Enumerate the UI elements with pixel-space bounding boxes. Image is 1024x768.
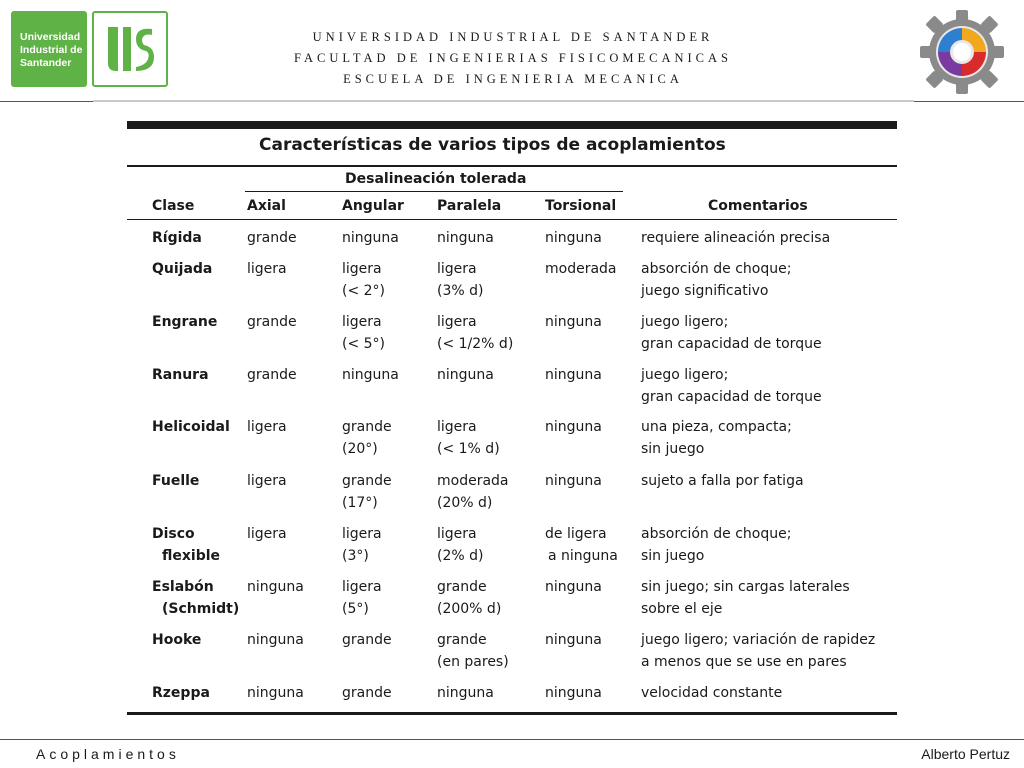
- row-comments-cell: [641, 682, 782, 704]
- uis-monogram-icon: [94, 13, 166, 85]
- header-comentarios: Comentarios: [708, 198, 808, 214]
- row-class-cell: [152, 523, 220, 567]
- cell-line: grande: [247, 230, 297, 246]
- cell-line: ligera: [342, 526, 382, 542]
- row-torsional-cell: [545, 629, 602, 651]
- cell-line: grande: [342, 632, 392, 648]
- cell-line: (20% d): [437, 495, 493, 511]
- row-comments-cell: [641, 311, 822, 355]
- cell-line: ligera: [437, 261, 477, 277]
- row-class-cell: [152, 227, 202, 249]
- cell-line: ninguna: [545, 579, 602, 595]
- cell-line: (2% d): [437, 548, 484, 564]
- uis-monogram-logo: [92, 11, 168, 87]
- row-class-cell: [152, 364, 209, 386]
- table-row: [127, 416, 897, 468]
- cell-line: Eslabón: [152, 579, 214, 595]
- cell-line: ninguna: [437, 367, 494, 383]
- row-angular-cell: [342, 576, 382, 620]
- cell-line: Quijada: [152, 261, 213, 277]
- cell-line: moderada: [437, 473, 509, 489]
- cell-line: grande: [247, 314, 297, 330]
- cell-line: absorción de choque;: [641, 526, 792, 542]
- cell-line: Ranura: [152, 367, 209, 383]
- cell-line: ligera: [437, 419, 477, 435]
- row-angular-cell: [342, 416, 392, 460]
- header-axial: Axial: [247, 198, 286, 214]
- row-paralela-cell: [437, 576, 501, 620]
- row-axial-cell: [247, 629, 304, 651]
- row-angular-cell: [342, 682, 392, 704]
- cell-line: sin juego: [641, 441, 705, 457]
- cell-line: sobre el eje: [641, 601, 723, 617]
- cell-line: (Schmidt): [162, 601, 240, 617]
- university-logo-text: [11, 11, 87, 87]
- header-rule-middle: [93, 100, 914, 102]
- table-row: [127, 364, 897, 416]
- cell-line: juego significativo: [641, 283, 769, 299]
- cell-line: (3°): [342, 548, 369, 564]
- cell-line: velocidad constante: [641, 685, 783, 701]
- row-torsional-cell: [545, 227, 602, 249]
- row-torsional-cell: [545, 523, 618, 567]
- row-class-cell: [152, 470, 199, 492]
- cell-line: ninguna: [545, 685, 602, 701]
- row-torsional-cell: [545, 576, 602, 598]
- row-axial-cell: [247, 416, 287, 438]
- footer-author: Alberto Pertuz: [921, 746, 1010, 762]
- row-axial-cell: [247, 311, 297, 333]
- cell-line: gran capacidad de torque: [641, 389, 822, 405]
- cell-line: Disco: [152, 526, 195, 542]
- row-class-cell: [152, 258, 212, 280]
- footer-topic: Acoplamientos: [36, 746, 180, 762]
- logo-line-1: Universidad: [20, 30, 81, 43]
- cell-line: ninguna: [545, 314, 602, 330]
- cell-line: ninguna: [247, 685, 304, 701]
- cell-line: juego ligero; variación de rapidez: [641, 632, 876, 648]
- row-axial-cell: [247, 682, 304, 704]
- row-comments-cell: [641, 364, 822, 408]
- cell-line: juego ligero;: [641, 314, 729, 330]
- row-paralela-cell: [437, 311, 513, 355]
- row-paralela-cell: [437, 629, 509, 673]
- row-comments-cell: [641, 523, 791, 567]
- cell-line: Fuelle: [152, 473, 200, 489]
- cell-line: ligera: [342, 579, 382, 595]
- cell-line: sin juego: [641, 548, 705, 564]
- cell-line: (200% d): [437, 601, 502, 617]
- cell-line: Rzeppa: [152, 685, 210, 701]
- row-class-cell: [152, 682, 210, 704]
- header-torsional: Torsional: [545, 198, 617, 214]
- cell-line: ligera: [437, 526, 477, 542]
- row-angular-cell: [342, 227, 399, 249]
- row-comments-cell: [641, 227, 830, 249]
- cell-line: juego ligero;: [641, 367, 729, 383]
- table-row: [127, 523, 897, 575]
- cell-line: absorción de choque;: [641, 261, 792, 277]
- cell-line: ligera: [437, 314, 477, 330]
- cell-line: (en pares): [437, 654, 509, 670]
- cell-line: ninguna: [545, 230, 602, 246]
- row-paralela-cell: [437, 416, 500, 460]
- row-class-cell: [152, 311, 217, 333]
- cell-line: Hooke: [152, 632, 202, 648]
- cell-line: grande: [247, 367, 297, 383]
- cell-line: sin juego; sin cargas laterales: [641, 579, 850, 595]
- row-axial-cell: [247, 227, 297, 249]
- row-axial-cell: [247, 576, 304, 598]
- table-row: [127, 258, 897, 310]
- cell-line: moderada: [545, 261, 617, 277]
- cell-line: flexible: [162, 548, 221, 564]
- row-axial-cell: [247, 470, 287, 492]
- row-paralela-cell: [437, 682, 494, 704]
- cell-line: grande: [342, 419, 392, 435]
- cell-line: Engrane: [152, 314, 218, 330]
- cell-line: ninguna: [247, 632, 304, 648]
- cell-line: gran capacidad de torque: [641, 336, 822, 352]
- couplings-table-figure: [127, 121, 897, 717]
- row-class-cell: [152, 629, 201, 651]
- row-paralela-cell: [437, 470, 509, 514]
- row-paralela-cell: [437, 227, 494, 249]
- cell-line: ninguna: [545, 367, 602, 383]
- table-title: Características de varios tipos de acoplamientos: [259, 135, 726, 155]
- row-torsional-cell: [545, 416, 602, 438]
- cell-line: sujeto a falla por fatiga: [641, 473, 804, 489]
- cell-line: (20°): [342, 441, 378, 457]
- cell-line: de ligera: [545, 526, 607, 542]
- cell-line: (17°): [342, 495, 378, 511]
- cell-line: ligera: [247, 261, 287, 277]
- header-rule-left: [0, 101, 93, 102]
- logo-line-3: Santander: [20, 56, 72, 69]
- row-paralela-cell: [437, 364, 494, 386]
- table-row: [127, 311, 897, 363]
- cell-line: Helicoidal: [152, 419, 230, 435]
- header-paralela: Paralela: [437, 198, 502, 214]
- cell-line: ninguna: [437, 230, 494, 246]
- row-torsional-cell: [545, 682, 602, 704]
- logo-line-2: Industrial de: [20, 43, 83, 56]
- cell-line: requiere alineación precisa: [641, 230, 831, 246]
- cell-line: (5°): [342, 601, 369, 617]
- cell-line: (< 1/2% d): [437, 336, 514, 352]
- table-row: [127, 470, 897, 522]
- cell-line: (3% d): [437, 283, 484, 299]
- cell-line: ninguna: [247, 579, 304, 595]
- cell-line: ligera: [342, 314, 382, 330]
- cell-line: una pieza, compacta;: [641, 419, 792, 435]
- cell-line: ligera: [247, 526, 287, 542]
- group-header-rule: [245, 191, 623, 192]
- institution-header: [240, 27, 786, 90]
- cell-line: ligera: [247, 473, 287, 489]
- header-university: UNIVERSIDAD INDUSTRIAL DE SANTANDER: [312, 30, 714, 44]
- table-bottom-bar: [127, 712, 897, 715]
- row-angular-cell: [342, 629, 392, 651]
- header-clase: Clase: [152, 198, 195, 214]
- cell-line: grande: [437, 579, 487, 595]
- row-angular-cell: [342, 311, 385, 355]
- table-row: [127, 629, 897, 681]
- cell-line: a ninguna: [548, 548, 618, 564]
- cell-line: grande: [437, 632, 487, 648]
- cell-line: ninguna: [545, 419, 602, 435]
- row-axial-cell: [247, 364, 297, 386]
- row-comments-cell: [641, 416, 792, 460]
- row-paralela-cell: [437, 258, 483, 302]
- row-angular-cell: [342, 470, 392, 514]
- row-angular-cell: [342, 258, 385, 302]
- table-row: [127, 576, 897, 628]
- cell-line: ninguna: [342, 367, 399, 383]
- row-comments-cell: [641, 470, 804, 492]
- row-axial-cell: [247, 258, 287, 280]
- row-paralela-cell: [437, 523, 483, 567]
- row-torsional-cell: [545, 364, 602, 386]
- header-divider: [127, 219, 897, 220]
- cell-line: (< 5°): [342, 336, 386, 352]
- cell-line: ligera: [247, 419, 287, 435]
- cell-line: grande: [342, 685, 392, 701]
- title-divider: [127, 165, 897, 167]
- cell-line: grande: [342, 473, 392, 489]
- cell-line: ligera: [342, 261, 382, 277]
- cell-line: (< 2°): [342, 283, 386, 299]
- row-angular-cell: [342, 364, 399, 386]
- gear-logo-icon: [918, 8, 1006, 96]
- row-angular-cell: [342, 523, 382, 567]
- row-comments-cell: [641, 258, 791, 302]
- table-top-bar: [127, 121, 897, 129]
- row-class-cell: [152, 576, 239, 620]
- cell-line: ninguna: [437, 685, 494, 701]
- misalignment-group-header: Desalineación tolerada: [345, 171, 527, 187]
- header-faculty: FACULTAD DE INGENIERIAS FISICOMECANICAS: [293, 51, 732, 65]
- row-axial-cell: [247, 523, 287, 545]
- row-torsional-cell: [545, 311, 602, 333]
- row-comments-cell: [641, 576, 850, 620]
- row-torsional-cell: [545, 470, 602, 492]
- header-rule-right: [914, 101, 1024, 102]
- table-row: [127, 682, 897, 734]
- cell-line: a menos que se use en pares: [641, 654, 847, 670]
- header-angular: Angular: [342, 198, 404, 214]
- cell-line: Rígida: [152, 230, 202, 246]
- row-comments-cell: [641, 629, 875, 673]
- row-class-cell: [152, 416, 230, 438]
- header-school: ESCUELA DE INGENIERIA MECANICA: [343, 72, 683, 86]
- cell-line: ninguna: [342, 230, 399, 246]
- row-torsional-cell: [545, 258, 617, 280]
- footer-rule: [0, 739, 1024, 740]
- cell-line: (< 1% d): [437, 441, 500, 457]
- cell-line: ninguna: [545, 632, 602, 648]
- cell-line: ninguna: [545, 473, 602, 489]
